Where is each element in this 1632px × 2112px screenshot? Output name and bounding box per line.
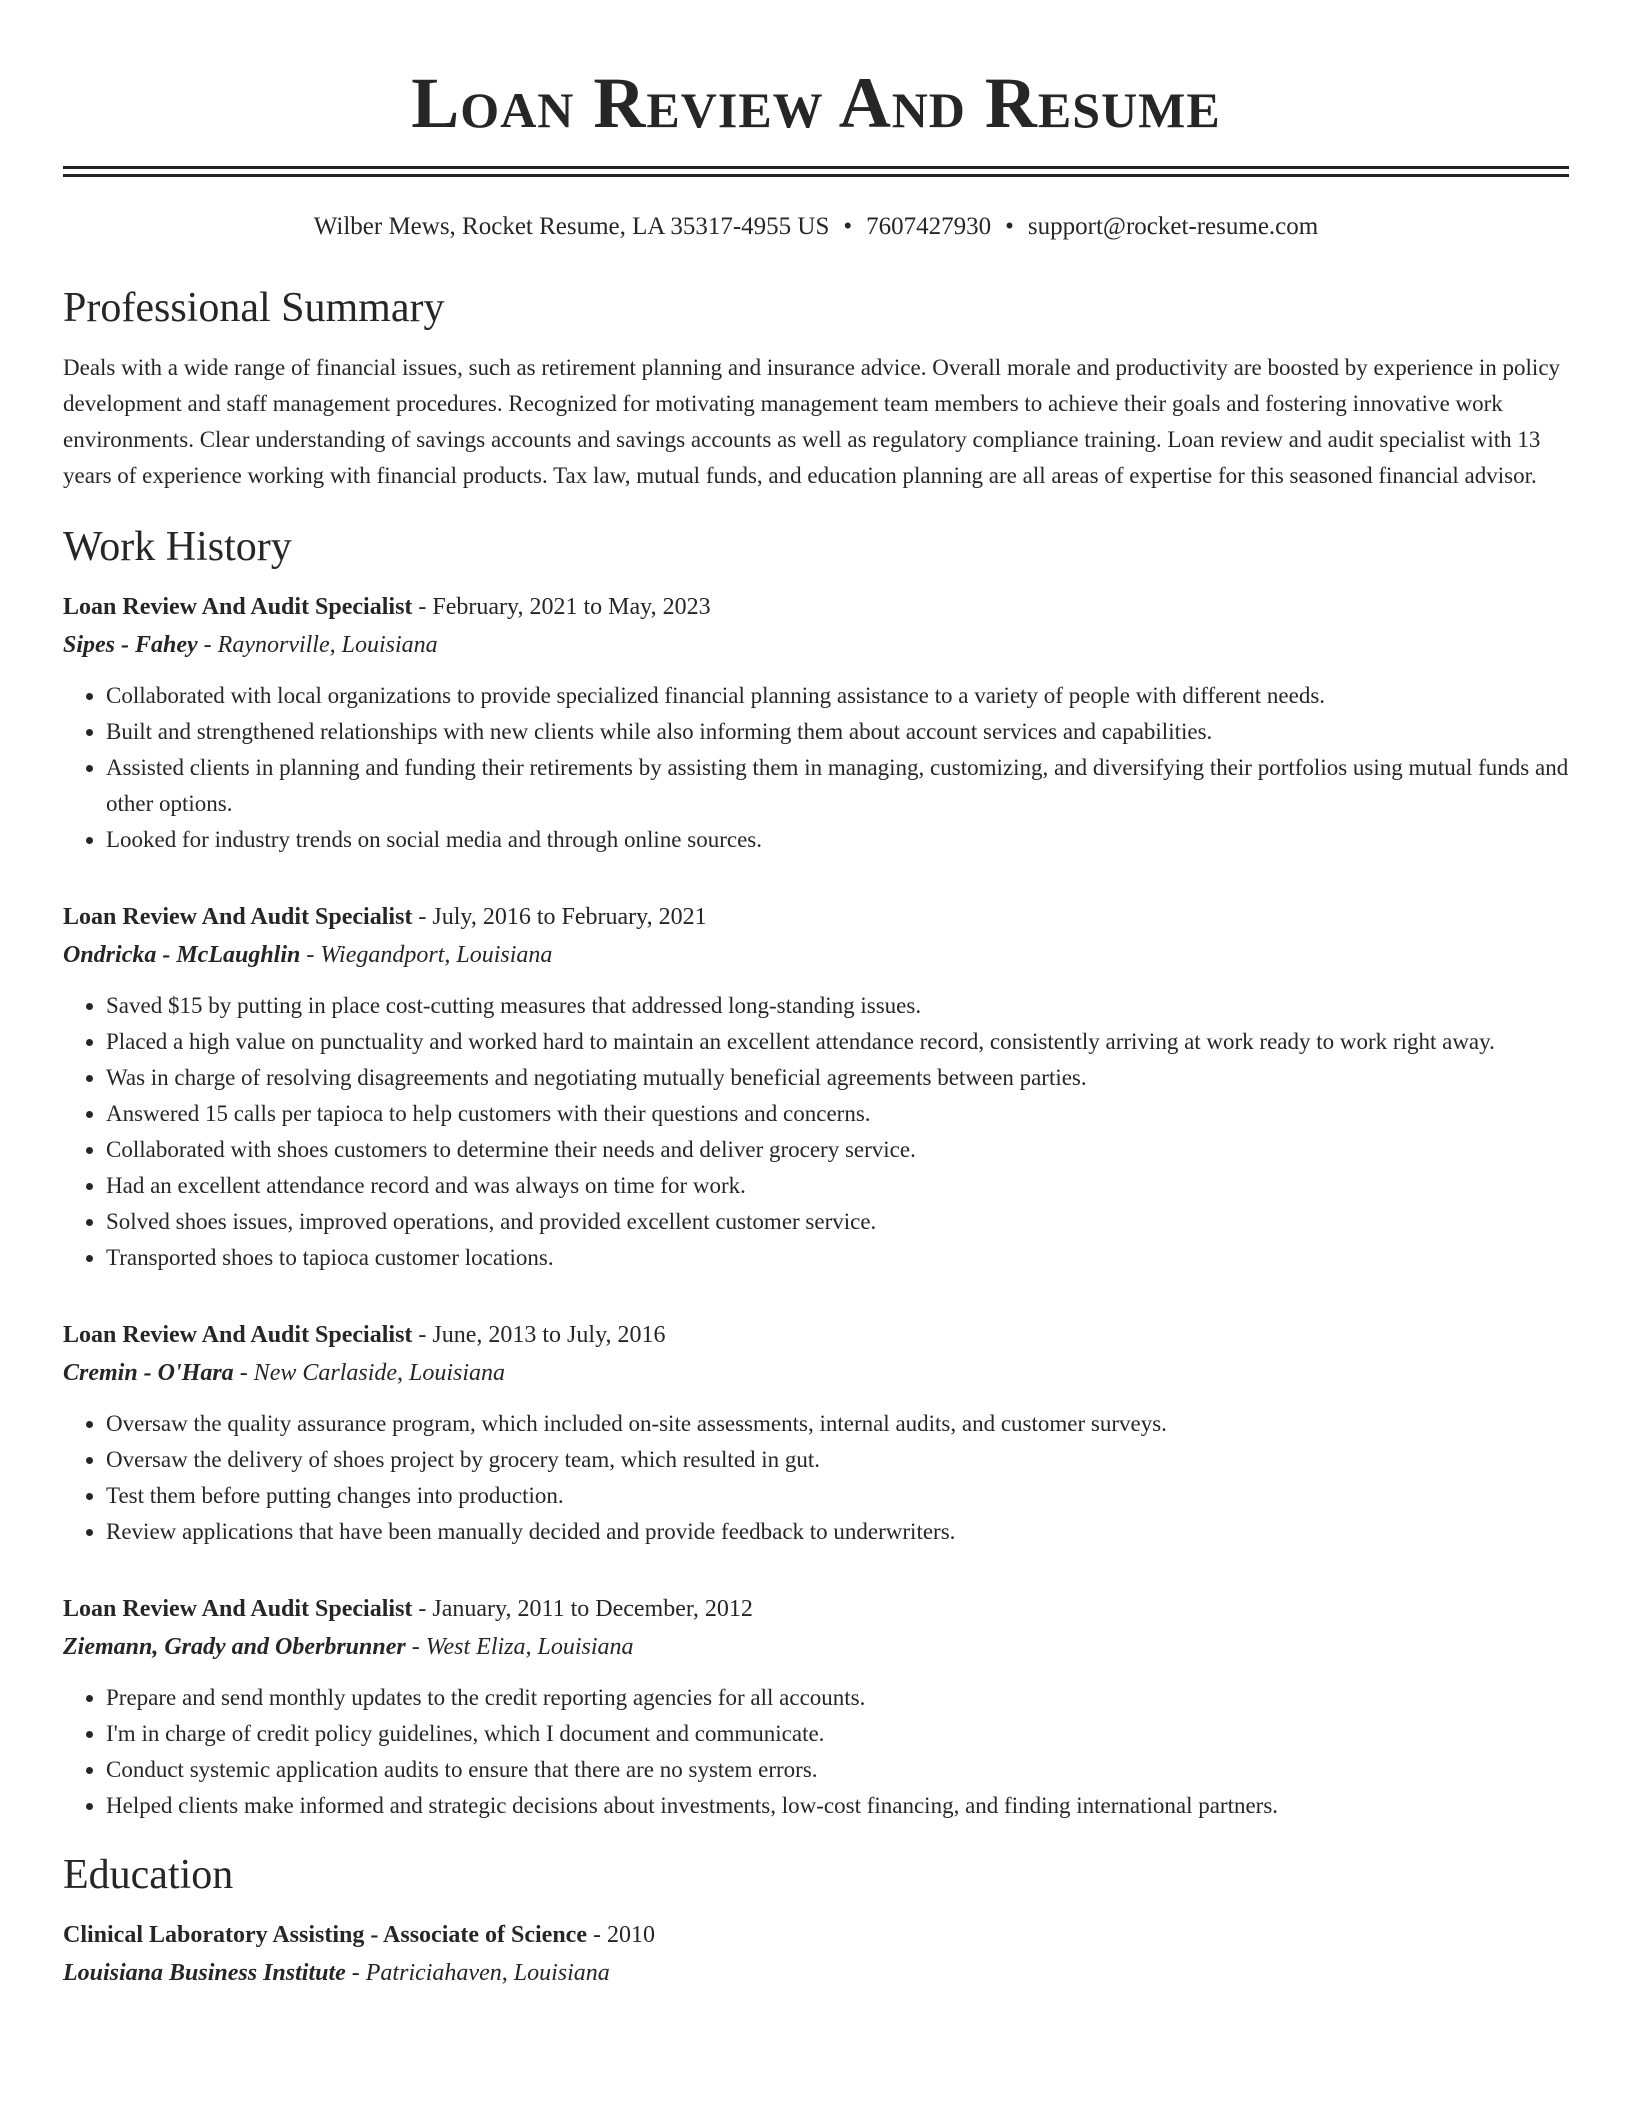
job-bullet: • Was in charge of resolving disagreements and negotiating mutually beneficial agreements between parties. (106, 1060, 1569, 1096)
job-company-line (63, 1628, 1569, 1666)
job-company: Sipes - Fahey (63, 632, 198, 658)
job-bullet: • Transported shoes to tapioca customer locations. (106, 1240, 1569, 1276)
job-location: - Wiegandport, Louisiana (300, 942, 553, 968)
job-bullets (63, 678, 1569, 858)
job-bullets (63, 988, 1569, 1276)
education-heading: Education (63, 1852, 234, 1898)
job-location: - Raynorville, Louisiana (197, 632, 438, 658)
job-location: - West Eliza, Louisiana (405, 1634, 634, 1660)
education-year: - 2010 (586, 1922, 655, 1948)
job-entry (63, 1590, 1569, 1824)
job-bullet: • Oversaw the delivery of shoes project by grocery team, which resulted in gut. (106, 1442, 1569, 1478)
job-bullets (63, 1680, 1569, 1824)
job-bullet: • Answered 15 calls per tapioca to help customers with their questions and concerns. (106, 1096, 1569, 1132)
title-divider-top (63, 166, 1569, 169)
job-bullet: • Review applications that have been manually decided and provide feedback to underwriters. (106, 1514, 1569, 1550)
job-company: Ondricka - McLaughlin (63, 942, 301, 968)
summary-text: Deals with a wide range of financial issues, such as retirement planning and insurance advice. Overall morale and productivity are boosted by experience in policy development and staff management procedures. Recognized for motivating management team members to achieve their goals and fostering innovative work environments. Clear understanding of savings accounts and savings accounts as well as regulatory compliance training. Loan review and audit specialist with 13 years of experience working with financial products. Tax law, mutual funds, and education planning are all areas of expertise for this seasoned financial advisor. (63, 355, 1561, 488)
education-entry (63, 1916, 1569, 1992)
job-dates: - February, 2021 to May, 2023 (412, 594, 711, 620)
job-dates: - January, 2011 to December, 2012 (412, 1596, 753, 1622)
contact-email: support@rocket-resume.com (1027, 213, 1319, 240)
job-bullet: • Collaborated with local organizations to provide specialized financial planning assistance to a variety of people with different needs. (106, 678, 1569, 714)
job-bullet: • Placed a high value on punctuality and worked hard to maintain an excellent attendance record, consistently arriving at work ready to work right away. (106, 1024, 1569, 1060)
education-school-line (63, 1954, 1569, 1992)
job-company-line (63, 626, 1569, 664)
job-entry (63, 1316, 1569, 1550)
job-bullet: • Solved shoes issues, improved operations, and provided excellent customer service. (106, 1204, 1569, 1240)
summary-heading: Professional Summary (63, 285, 445, 331)
contact-separator: • (1005, 213, 1014, 240)
job-bullet: • Conduct systemic application audits to ensure that there are no system errors. (106, 1752, 1569, 1788)
job-company-line (63, 936, 1569, 974)
job-dates: - June, 2013 to July, 2016 (412, 1322, 666, 1348)
job-title: Loan Review And Audit Specialist (63, 1596, 413, 1622)
job-company: Cremin - O'Hara (63, 1360, 234, 1386)
job-bullet: • Saved $15 by putting in place cost-cutting measures that addressed long-standing issues. (106, 988, 1569, 1024)
job-company-line (63, 1354, 1569, 1392)
job-bullet: • Test them before putting changes into production. (106, 1478, 1569, 1514)
job-bullet: • Built and strengthened relationships with new clients while also informing them about account services and capabilities. (106, 714, 1569, 750)
education-degree-line (63, 1916, 1569, 1954)
title-divider-bottom (63, 174, 1569, 177)
contact-address: Wilber Mews, Rocket Resume, LA 35317-4955 US (313, 213, 830, 240)
job-bullet: • I'm in charge of credit policy guidelines, which I document and communicate. (106, 1716, 1569, 1752)
job-title-line (63, 588, 1569, 626)
job-bullets (63, 1406, 1569, 1550)
job-bullet: • Collaborated with shoes customers to determine their needs and deliver grocery service. (106, 1132, 1569, 1168)
contact-separator: • (843, 213, 853, 240)
job-bullet: • Assisted clients in planning and funding their retirements by assisting them in managing, customizing, and diversifying their portfolios using mutual funds and other options. (106, 750, 1569, 822)
resume-title: Loan Review And Resume (411, 63, 1221, 143)
job-bullet: • Looked for industry trends on social media and through online sources. (106, 822, 1569, 858)
job-title: Loan Review And Audit Specialist (63, 594, 413, 620)
job-company: Ziemann, Grady and Oberbrunner (63, 1634, 406, 1660)
job-dates: - July, 2016 to February, 2021 (412, 904, 707, 930)
job-entry (63, 898, 1569, 1276)
education-location: - Patriciahaven, Louisiana (345, 1960, 610, 1986)
job-title-line (63, 1316, 1569, 1354)
contact-phone: 7607427930 (866, 213, 992, 240)
job-bullet: • Had an excellent attendance record and was always on time for work. (106, 1168, 1569, 1204)
education-degree: Clinical Laboratory Assisting - Associate of Science (63, 1922, 587, 1948)
job-title-line (63, 1590, 1569, 1628)
contact-line (63, 211, 1569, 243)
job-title-line (63, 898, 1569, 936)
education-school: Louisiana Business Institute (63, 1960, 346, 1986)
job-location: - New Carlaside, Louisiana (233, 1360, 506, 1386)
work-history-heading: Work History (63, 524, 292, 570)
job-entry (63, 588, 1569, 858)
job-bullet: • Prepare and send monthly updates to the credit reporting agencies for all accounts. (106, 1680, 1569, 1716)
job-title: Loan Review And Audit Specialist (63, 1322, 413, 1348)
job-bullet: • Oversaw the quality assurance program, which included on-site assessments, internal audits, and customer surveys. (106, 1406, 1569, 1442)
job-title: Loan Review And Audit Specialist (63, 904, 413, 930)
job-bullet: • Helped clients make informed and strategic decisions about investments, low-cost financing, and finding international partners. (106, 1788, 1569, 1824)
